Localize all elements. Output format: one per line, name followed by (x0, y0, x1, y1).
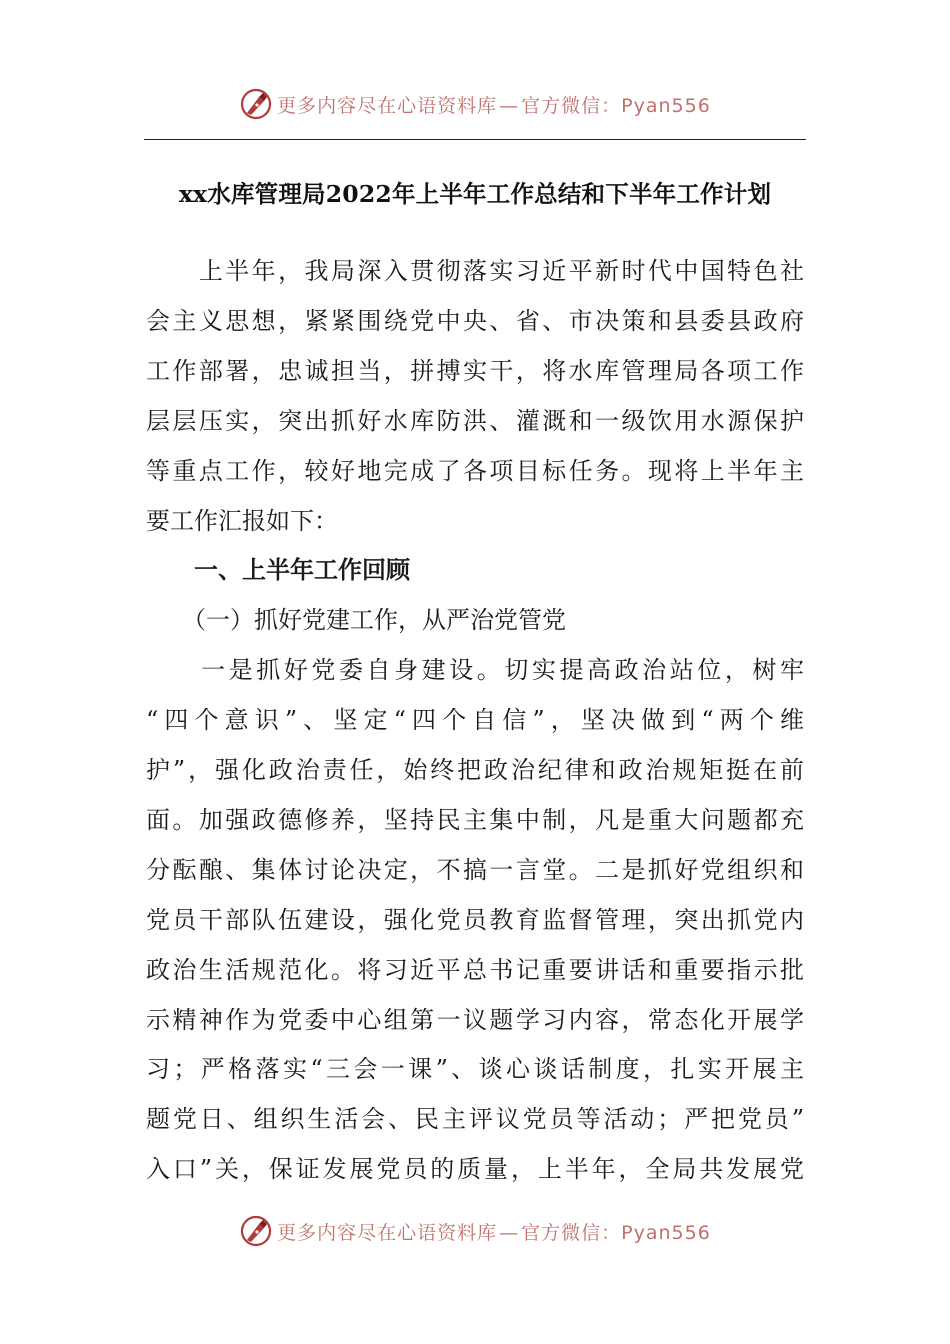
paragraph-line: 上半年，我局深入贯彻落实习近平新时代中国特色社 (146, 257, 804, 285)
paragraph-line: 面。加强政德修养，坚持民主集中制，凡是重大问题都充 (146, 805, 804, 834)
pen-nib-logo-icon (239, 87, 273, 121)
paragraph-line: 党员干部队伍建设，强化党员教育监督管理，突出抓党内 (146, 905, 804, 934)
paragraph-line: 要工作汇报如下： (146, 506, 338, 535)
paragraph-line: 会主义思想，紧紧围绕党中央、省、市决策和县委县政府 (146, 306, 804, 335)
paragraph-line: 习；严格落实“三会一课”、谈心谈话制度，扎实开展主 (146, 1055, 804, 1084)
paragraph-line: 分酝酿、集体讨论决定，不搞一言堂。二是抓好党组织和 (146, 855, 804, 884)
paragraph-line: 入口”关，保证发展党员的质量，上半年，全局共发展党 (146, 1155, 804, 1184)
header-banner (0, 84, 950, 124)
paragraph-line: 题党日、组织生活会、民主评议党员等活动；严把党员” (146, 1105, 804, 1134)
pen-nib-logo-icon (239, 1214, 273, 1248)
paragraph-line: 政治生活规范化。将习近平总书记重要讲话和重要指示批 (146, 955, 804, 984)
subsection-heading: （一）抓好党建工作，从严治党管党 (146, 606, 566, 635)
paragraph-line: “四个意识”、坚定“四个自信”，坚决做到“两个维 (146, 706, 804, 735)
banner-text: 更多内容尽在心语资料库 — 官方微信：Pyan556 (277, 94, 711, 117)
paragraph-line: 一是抓好党委自身建设。切实提高政治站位，树牢 (146, 656, 804, 685)
banner-text: 更多内容尽在心语资料库 — 官方微信：Pyan556 (277, 1221, 711, 1244)
document-title: xx水库管理局2022年上半年工作总结和下半年工作计划 (178, 180, 772, 208)
header-rule (144, 139, 806, 140)
section-heading: 一、上半年工作回顾 (146, 556, 410, 585)
paragraph-line: 层层压实，突出抓好水库防洪、灌溉和一级饮用水源保护 (146, 406, 804, 435)
footer-banner (0, 1211, 950, 1251)
paragraph-line: 护”，强化政治责任，始终把政治纪律和政治规矩挺在前 (146, 756, 804, 784)
paragraph-line: 等重点工作，较好地完成了各项目标任务。现将上半年主 (146, 456, 804, 485)
paragraph-line: 工作部署，忠诚担当，拼搏实干，将水库管理局各项工作 (146, 356, 804, 385)
paragraph-line: 示精神作为党委中心组第一议题学习内容，常态化开展学 (146, 1005, 804, 1034)
